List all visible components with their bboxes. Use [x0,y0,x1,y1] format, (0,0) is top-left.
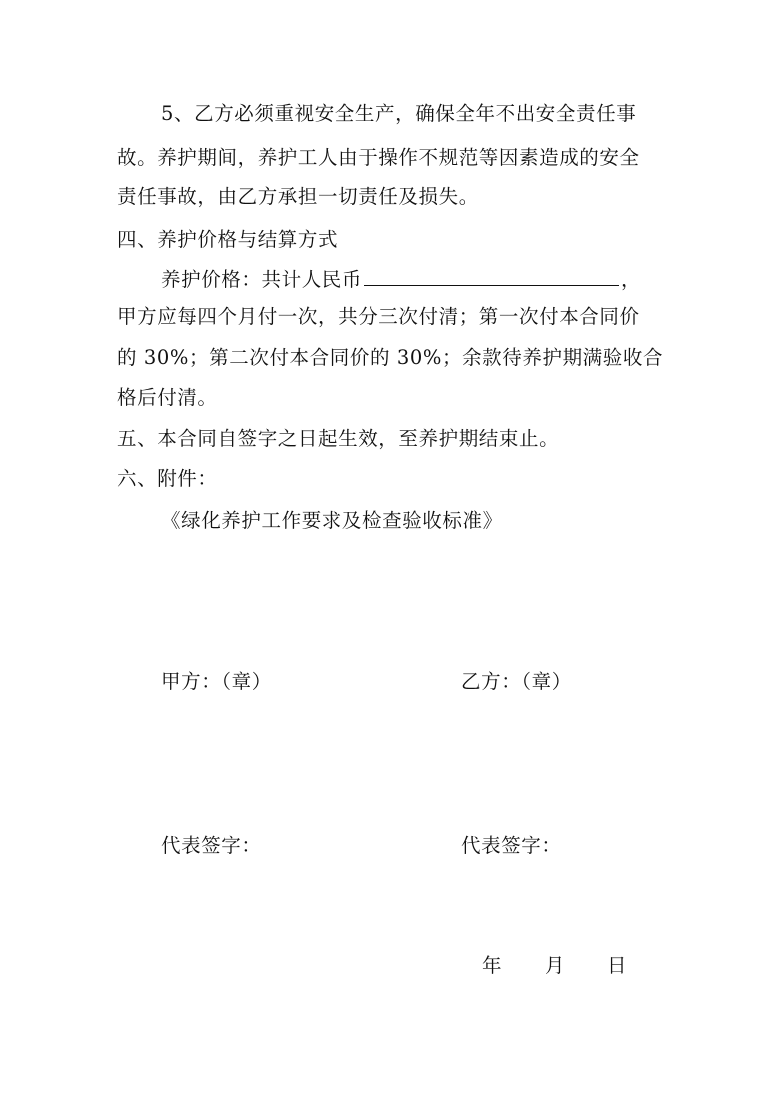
clause5-line3: 责任事故，由乙方承担一切责任及损失。 [117,185,479,208]
clause5-line2: 故。养护期间，养护工人由于操作不规范等因素造成的安全 [117,146,640,169]
date-month: 月 [545,954,565,977]
section4-line2: 甲方应每四个月付一次，共分三次付清；第一次付本合同价 [117,305,640,328]
section6-heading: 六、附件： [117,467,218,490]
party-a-representative: 代表签字： [161,834,262,857]
section4-line4: 格后付清。 [117,386,218,409]
date-year: 年 [482,954,502,977]
section5-text: 五、本合同自签字之日起生效，至养护期结束止。 [117,427,560,450]
section4-line3: 的 30%；第二次付本合同价的 30%；余款待养护期满验收合 [117,346,664,369]
party-b-seal: 乙方：（章） [461,670,572,693]
section4-heading: 四、养护价格与结算方式 [117,228,339,251]
price-suffix: ， [621,268,642,291]
price-amount-blank[interactable] [364,265,619,286]
attachment-title: 《绿化养护工作要求及检查验收标准》 [161,509,503,532]
party-b-representative: 代表签字： [461,834,562,857]
party-a-seal: 甲方：（章） [161,670,272,693]
clause5-line1: 5、乙方必须重视安全生产，确保全年不出安全责任事 [161,102,637,125]
date-day: 日 [607,954,627,977]
price-line [161,265,641,293]
price-label: 养护价格：共计人民币 [161,268,363,291]
